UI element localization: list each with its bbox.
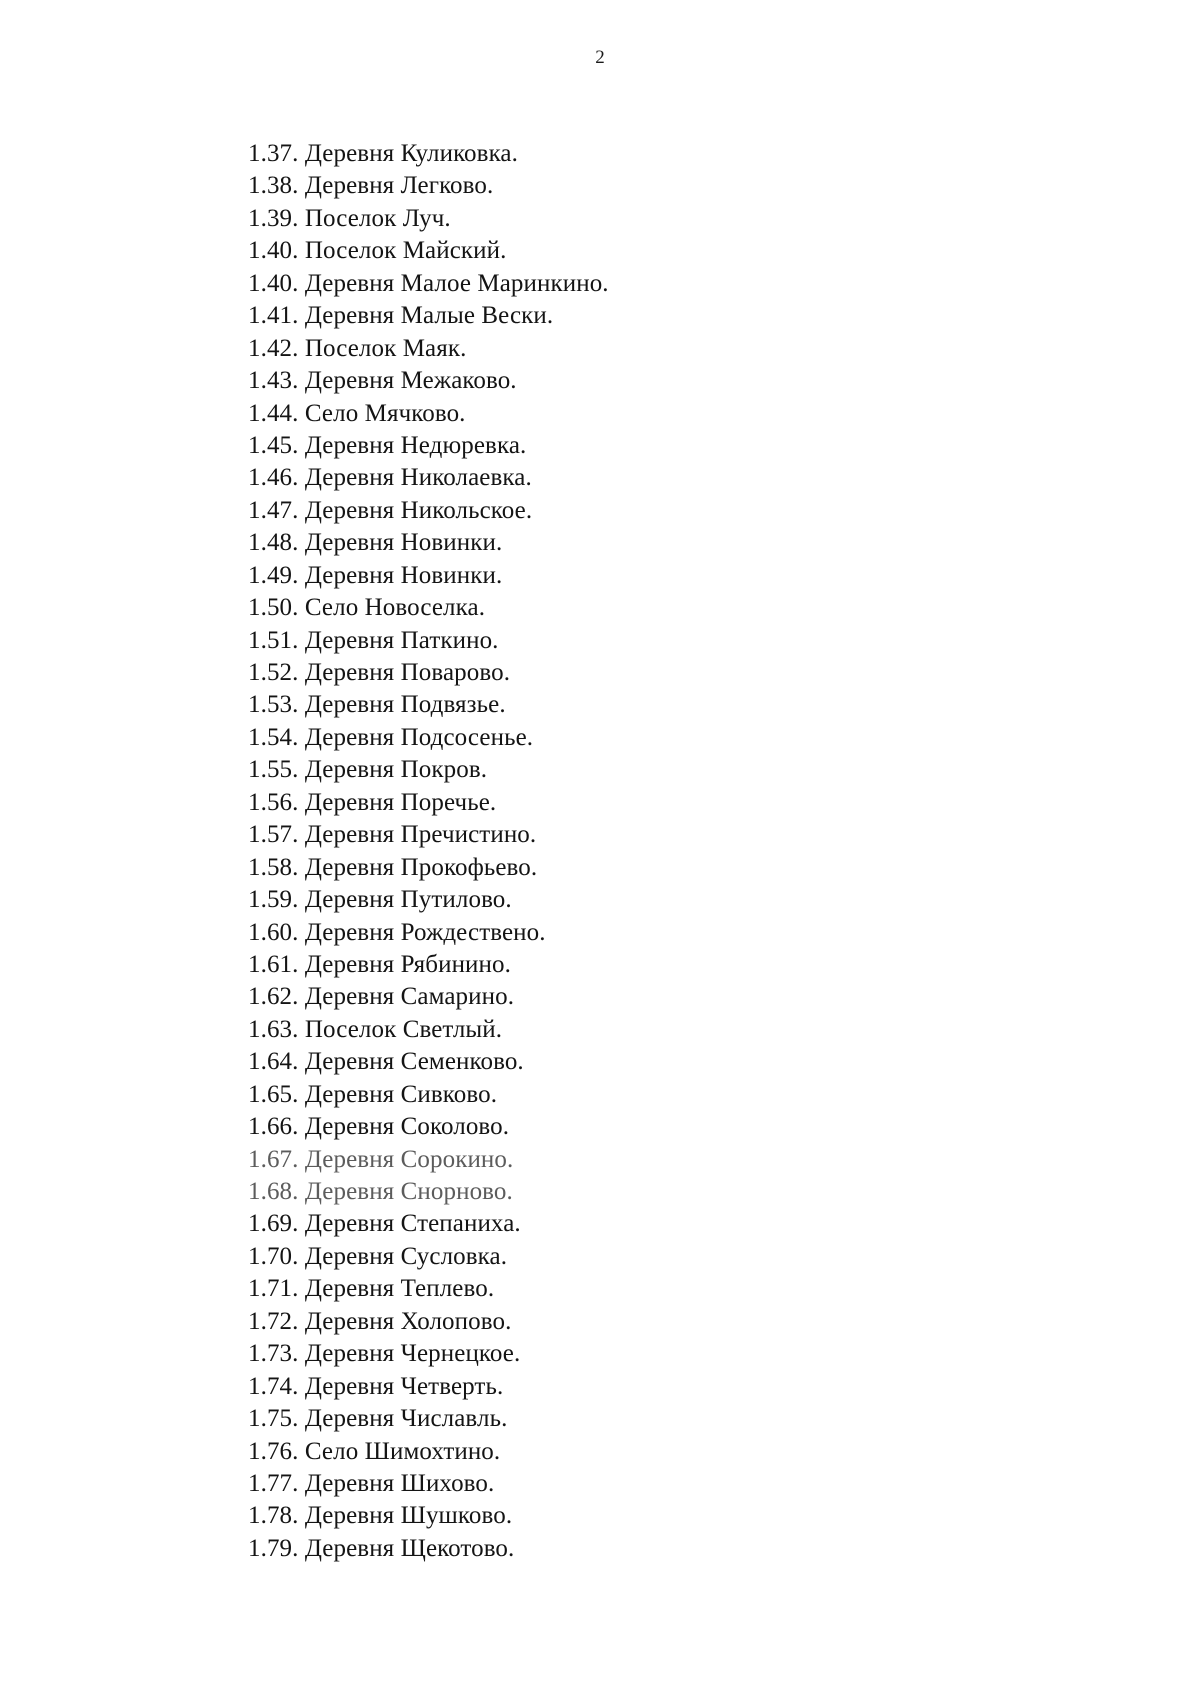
list-item: 1.74. Деревня Четверть. [248, 1372, 504, 1400]
list-item: 1.70. Деревня Сусловка. [248, 1242, 508, 1270]
list-item: 1.50. Село Новоселка. [248, 594, 486, 622]
list-item: 1.47. Деревня Никольское. [248, 496, 533, 524]
list-item: 1.55. Деревня Покров. [248, 756, 488, 784]
list-item: 1.77. Деревня Шихово. [248, 1469, 495, 1497]
list-item: 1.49. Деревня Новинки. [248, 561, 503, 589]
list-item: 1.64. Деревня Семенково. [248, 1048, 524, 1076]
list-item: 1.52. Деревня Поварово. [248, 659, 511, 686]
list-item: 1.51. Деревня Паткино. [248, 626, 499, 654]
list-item: 1.37. Деревня Куликовка. [248, 140, 518, 167]
list-item: 1.76. Село Шимохтино. [248, 1437, 501, 1465]
list-item: 1.39. Поселок Луч. [248, 204, 451, 232]
list-item: 1.48. Деревня Новинки. [248, 529, 503, 557]
list-item: 1.67. Деревня Сорокино. [248, 1145, 514, 1173]
list-item: 1.40. Поселок Майский. [248, 237, 507, 265]
list-item: 1.56. Деревня Поречье. [248, 788, 497, 816]
list-item: 1.45. Деревня Недюревка. [248, 431, 527, 459]
list-item: 1.57. Деревня Пречистино. [248, 821, 537, 849]
settlement-list [248, 138, 609, 1565]
list-item: 1.38. Деревня Легково. [248, 172, 494, 200]
list-item: 1.40. Деревня Малое Маринкино. [248, 269, 609, 297]
list-item: 1.69. Деревня Степаниха. [248, 1210, 521, 1238]
list-item: 1.42. Поселок Маяк. [248, 334, 467, 362]
list-item: 1.58. Деревня Прокофьево. [248, 853, 538, 881]
list-item: 1.62. Деревня Самарино. [248, 983, 515, 1011]
list-item: 1.61. Деревня Рябинино. [248, 950, 511, 978]
list-item: 1.71. Деревня Теплево. [248, 1275, 495, 1303]
page-number: 2 [595, 47, 605, 68]
list-item: 1.68. Деревня Снорново. [248, 1178, 513, 1205]
list-item: 1.75. Деревня Числавль. [248, 1405, 508, 1433]
list-item: 1.63. Поселок Светлый. [248, 1015, 503, 1043]
list-item: 1.65. Деревня Сивково. [248, 1080, 498, 1108]
list-item: 1.44. Село Мячково. [248, 399, 466, 427]
list-item: 1.73. Деревня Чернецкое. [248, 1340, 521, 1368]
list-item: 1.54. Деревня Подсосенье. [248, 723, 534, 751]
list-item: 1.66. Деревня Соколово. [248, 1113, 510, 1141]
list-item: 1.60. Деревня Рождествено. [248, 918, 546, 946]
list-item: 1.41. Деревня Малые Вески. [248, 302, 554, 330]
list-item: 1.46. Деревня Николаевка. [248, 464, 532, 492]
list-item: 1.43. Деревня Межаково. [248, 367, 517, 395]
list-item: 1.79. Деревня Щекотово. [248, 1534, 515, 1562]
list-item: 1.72. Деревня Холопово. [248, 1307, 512, 1335]
list-item: 1.59. Деревня Путилово. [248, 886, 512, 914]
list-item: 1.78. Деревня Шушково. [248, 1502, 513, 1530]
list-item: 1.53. Деревня Подвязье. [248, 691, 506, 719]
